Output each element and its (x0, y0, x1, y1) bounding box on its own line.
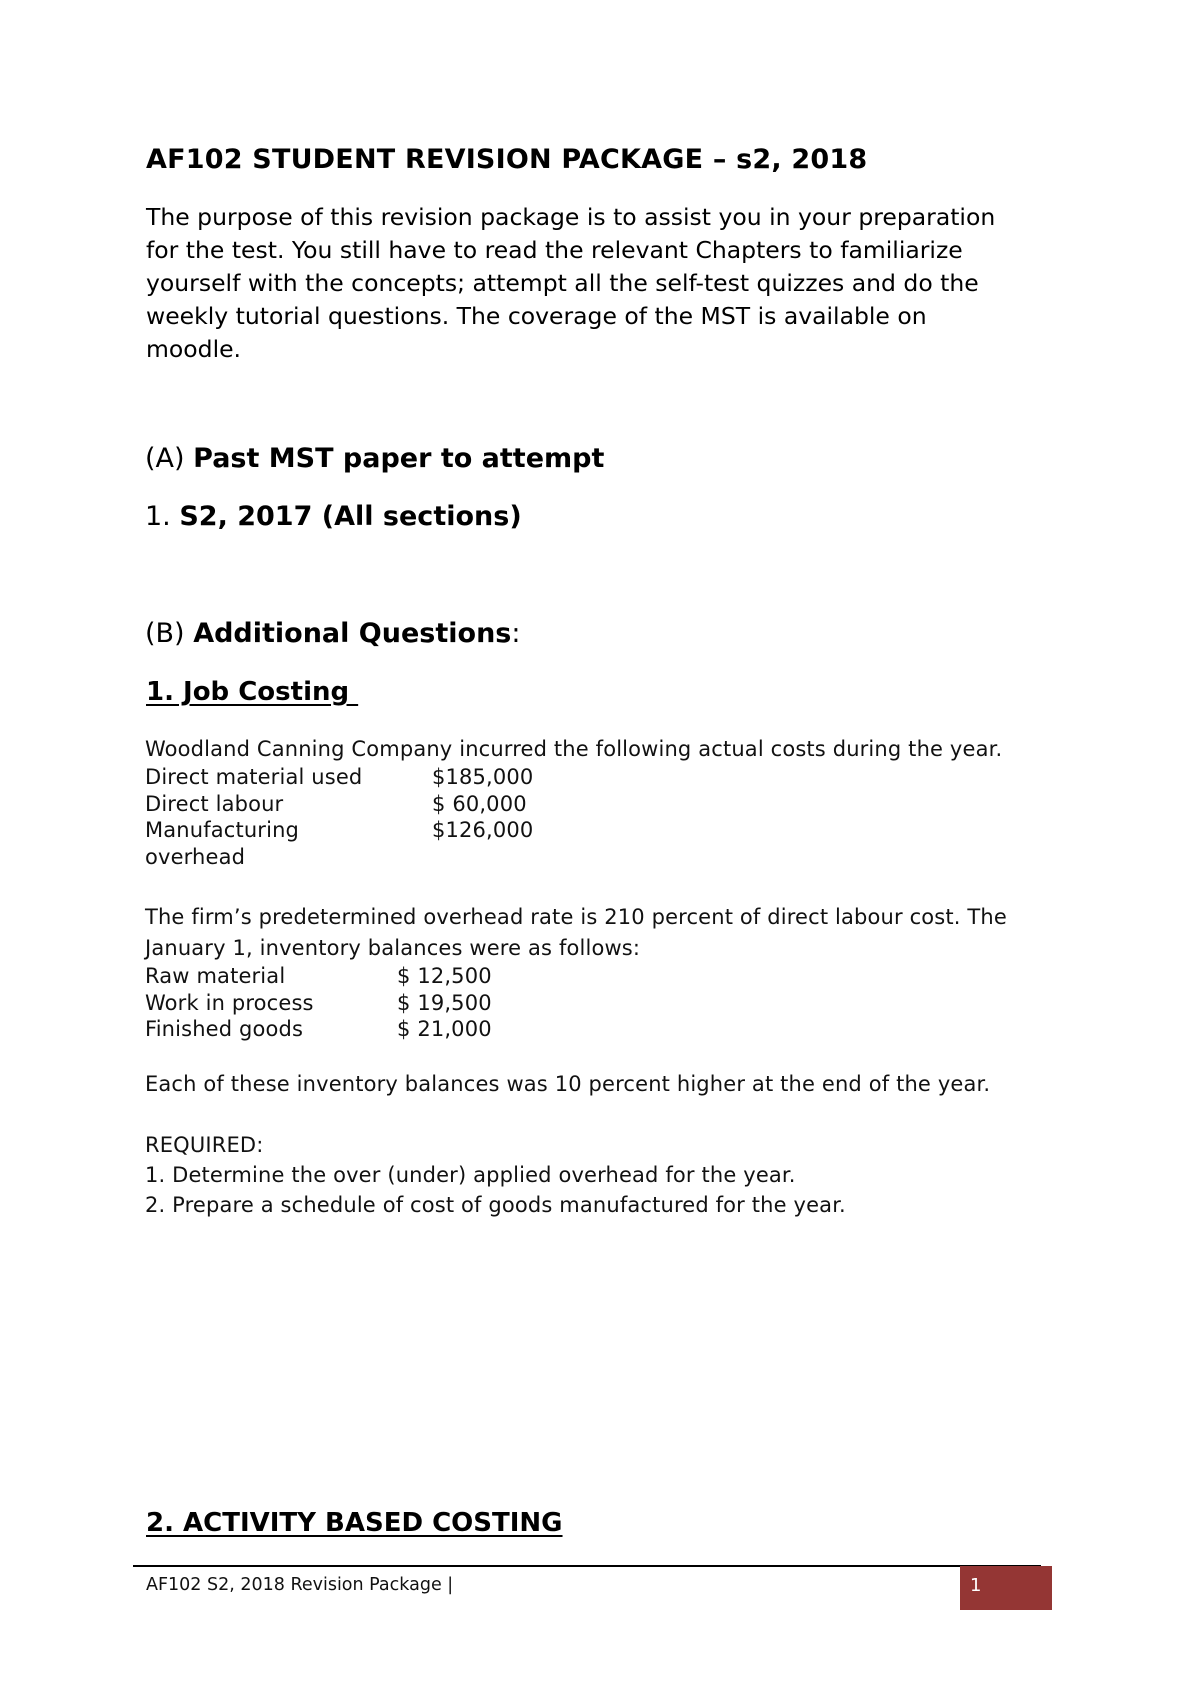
page-number-badge (960, 1566, 1052, 1610)
cost-value: $126,000 (432, 818, 534, 842)
cost-label: Direct material used (145, 765, 363, 789)
overhead-rate-paragraph (145, 902, 1007, 963)
closing-sentence: Each of these inventory balances was 10 percent higher at the end of the year. (145, 1072, 991, 1096)
required-item: 1. Determine the over (under) applied overhead for the year. (145, 1163, 796, 1187)
intro-line: for the test. You still have to read the relevant Chapters to familiarize (146, 236, 963, 264)
inventory-value: $ 21,000 (397, 1017, 492, 1041)
cost-label: Direct labour (145, 791, 284, 816)
document-title: AF102 STUDENT REVISION PACKAGE – s2, 2018 (146, 144, 868, 175)
section-b-label: Additional Questions (193, 618, 512, 649)
section-a-label: Past MST paper to attempt (193, 443, 605, 474)
required-heading (145, 1130, 846, 1160)
inventory-label: Finished goods (145, 1017, 304, 1041)
question1-heading: 1. Job Costing (146, 677, 359, 707)
section-a-item (145, 501, 522, 532)
cost-label: Manufacturing overhead (145, 818, 300, 869)
required-item: 2. Prepare a schedule of cost of goods manufactured for the year. (145, 1193, 846, 1217)
section-a-heading (145, 443, 604, 474)
paragraph-line: January 1, inventory balances were as follows: (145, 935, 641, 960)
inventory-label: Work in process (145, 990, 314, 1015)
cost-value: $ 60,000 (432, 791, 527, 816)
intro-line: weekly tutorial questions. The coverage of the MST is available on (146, 302, 927, 330)
page-number: 1 (970, 1575, 982, 1596)
required-block (145, 1130, 846, 1220)
section-a-item-prefix: 1. (145, 501, 180, 532)
question1-intro: Woodland Canning Company incurred the following actual costs during the year. (145, 737, 1003, 761)
section-b-heading (145, 618, 520, 649)
intro-line: moodle. (146, 335, 242, 363)
footer-text: AF102 S2, 2018 Revision Package | (146, 1575, 454, 1595)
intro-paragraph (146, 201, 1046, 366)
intro-line: The purpose of this revision package is to assist you in your preparation (146, 203, 996, 231)
required-colon: : (256, 1133, 264, 1157)
inventory-value: $ 12,500 (397, 964, 492, 988)
inventory-value: $ 19,500 (397, 990, 492, 1015)
section-b-prefix: (B) (145, 618, 194, 649)
required-label: REQUIRED (145, 1133, 257, 1157)
section-a-prefix: (A) (145, 443, 194, 474)
intro-line: yourself with the concepts; attempt all the self-test quizzes and do the (146, 269, 979, 297)
footer-divider (133, 1565, 1041, 1567)
inventory-label: Raw material (145, 964, 286, 988)
question2-heading: 2. ACTIVITY BASED COSTING (146, 1508, 563, 1538)
cost-value: $185,000 (432, 765, 534, 789)
section-b-suffix: : (511, 618, 521, 649)
section-a-item-label: S2, 2017 (All sections) (179, 501, 522, 532)
paragraph-line: The firm’s predetermined overhead rate is 210 percent of direct labour cost. The (145, 905, 1007, 929)
